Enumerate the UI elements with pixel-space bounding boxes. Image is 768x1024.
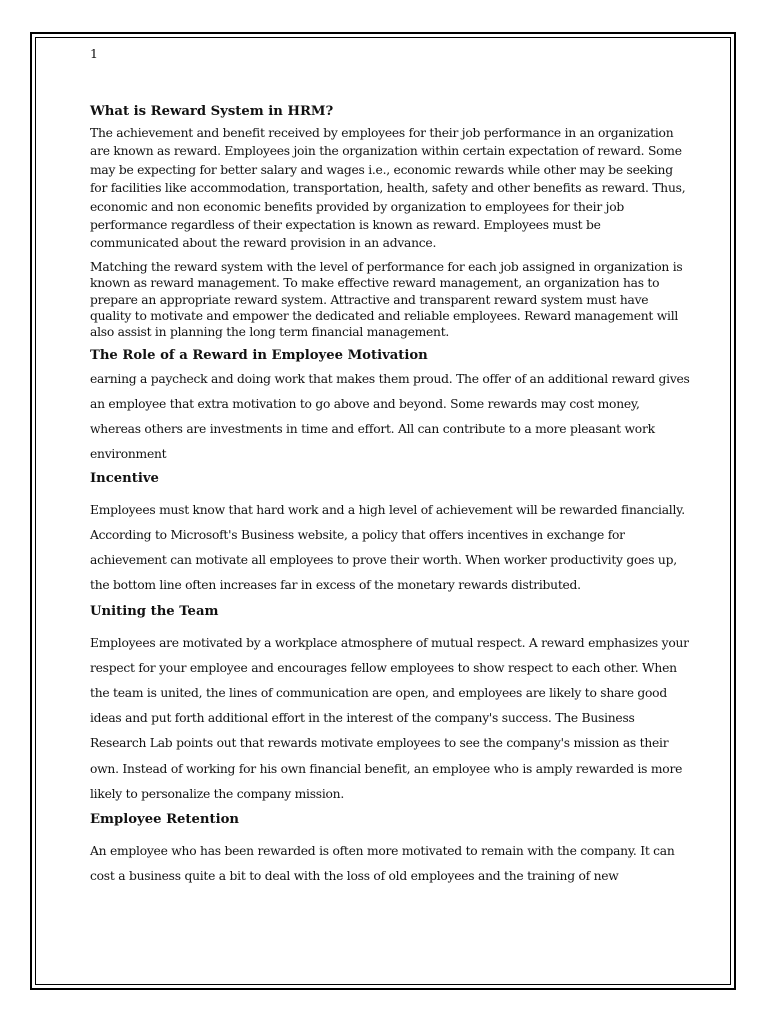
- heading-incentive: Incentive: [90, 470, 159, 486]
- page-number: 1: [90, 46, 98, 61]
- paragraph-employee-retention: An employee who has been rewarded is often more motivated to remain with the company. It can cost a business quite a bit to deal with the loss of old employees and the training of new: [90, 843, 675, 884]
- heading-reward-system: What is Reward System in HRM?: [90, 104, 334, 119]
- paragraph-incentive: Employees must know that hard work and a high level of achievement will be rewarded financially. According to Microsoft's Business website, a policy that offers incentives in exchange for achievement can motivate all employees to prove their worth. When worker productivity goes up, the bottom line often increases far in excess of the monetary rewards distributed.: [90, 502, 685, 593]
- paragraph-reward-definition: The achievement and benefit received by employees for their job performance in an organization are known as reward. Employees join the organization within certain expectation of reward. Some may be expecting for better salary and wages i.e., economic rewards while other may be seeking for facilities like accommodation, transportation, health, safety and other benefits as reward. Thus, economic and non economic benefits provided by organization to employees for their job performance regardless of their expectation is known as reward. Employees must be communicated about the reward provision in an advance.: [90, 126, 686, 251]
- paragraph-uniting-team: Employees are motivated by a workplace atmosphere of mutual respect. A reward emphasizes your respect for your employee and encourages fellow employees to show respect to each other. When the team is united, the lines of communication are open, and employees are likely to share good ideas and put forth additional effort in the interest of the company's success. The Business Research Lab points out that rewards motivate employees to see the company's mission as their own. Instead of working for his own financial benefit, an employee who is amply rewarded is more likely to personalize the company mission.: [90, 635, 689, 801]
- heading-uniting-team: Uniting the Team: [90, 603, 219, 619]
- document-body: [90, 44, 690, 889]
- heading-employee-retention: Employee Retention: [90, 811, 239, 827]
- heading-reward-role: The Role of a Reward in Employee Motivation: [90, 347, 428, 363]
- paragraph-reward-role: earning a paycheck and doing work that makes them proud. The offer of an additional reward gives an employee that extra motivation to go above and beyond. Some rewards may cost money, whereas others are investments in time and effort. All can contribute to a more pleasant work environment: [90, 371, 690, 462]
- paragraph-reward-management: Matching the reward system with the level of performance for each job assigned in organization is known as reward management. To make effective reward management, an organization has to prepare an appropriate reward system. Attractive and transparent reward system must have quality to motivate and empower the dedicated and reliable employees. Reward management will also assist in planning the long term financial management.: [90, 259, 683, 340]
